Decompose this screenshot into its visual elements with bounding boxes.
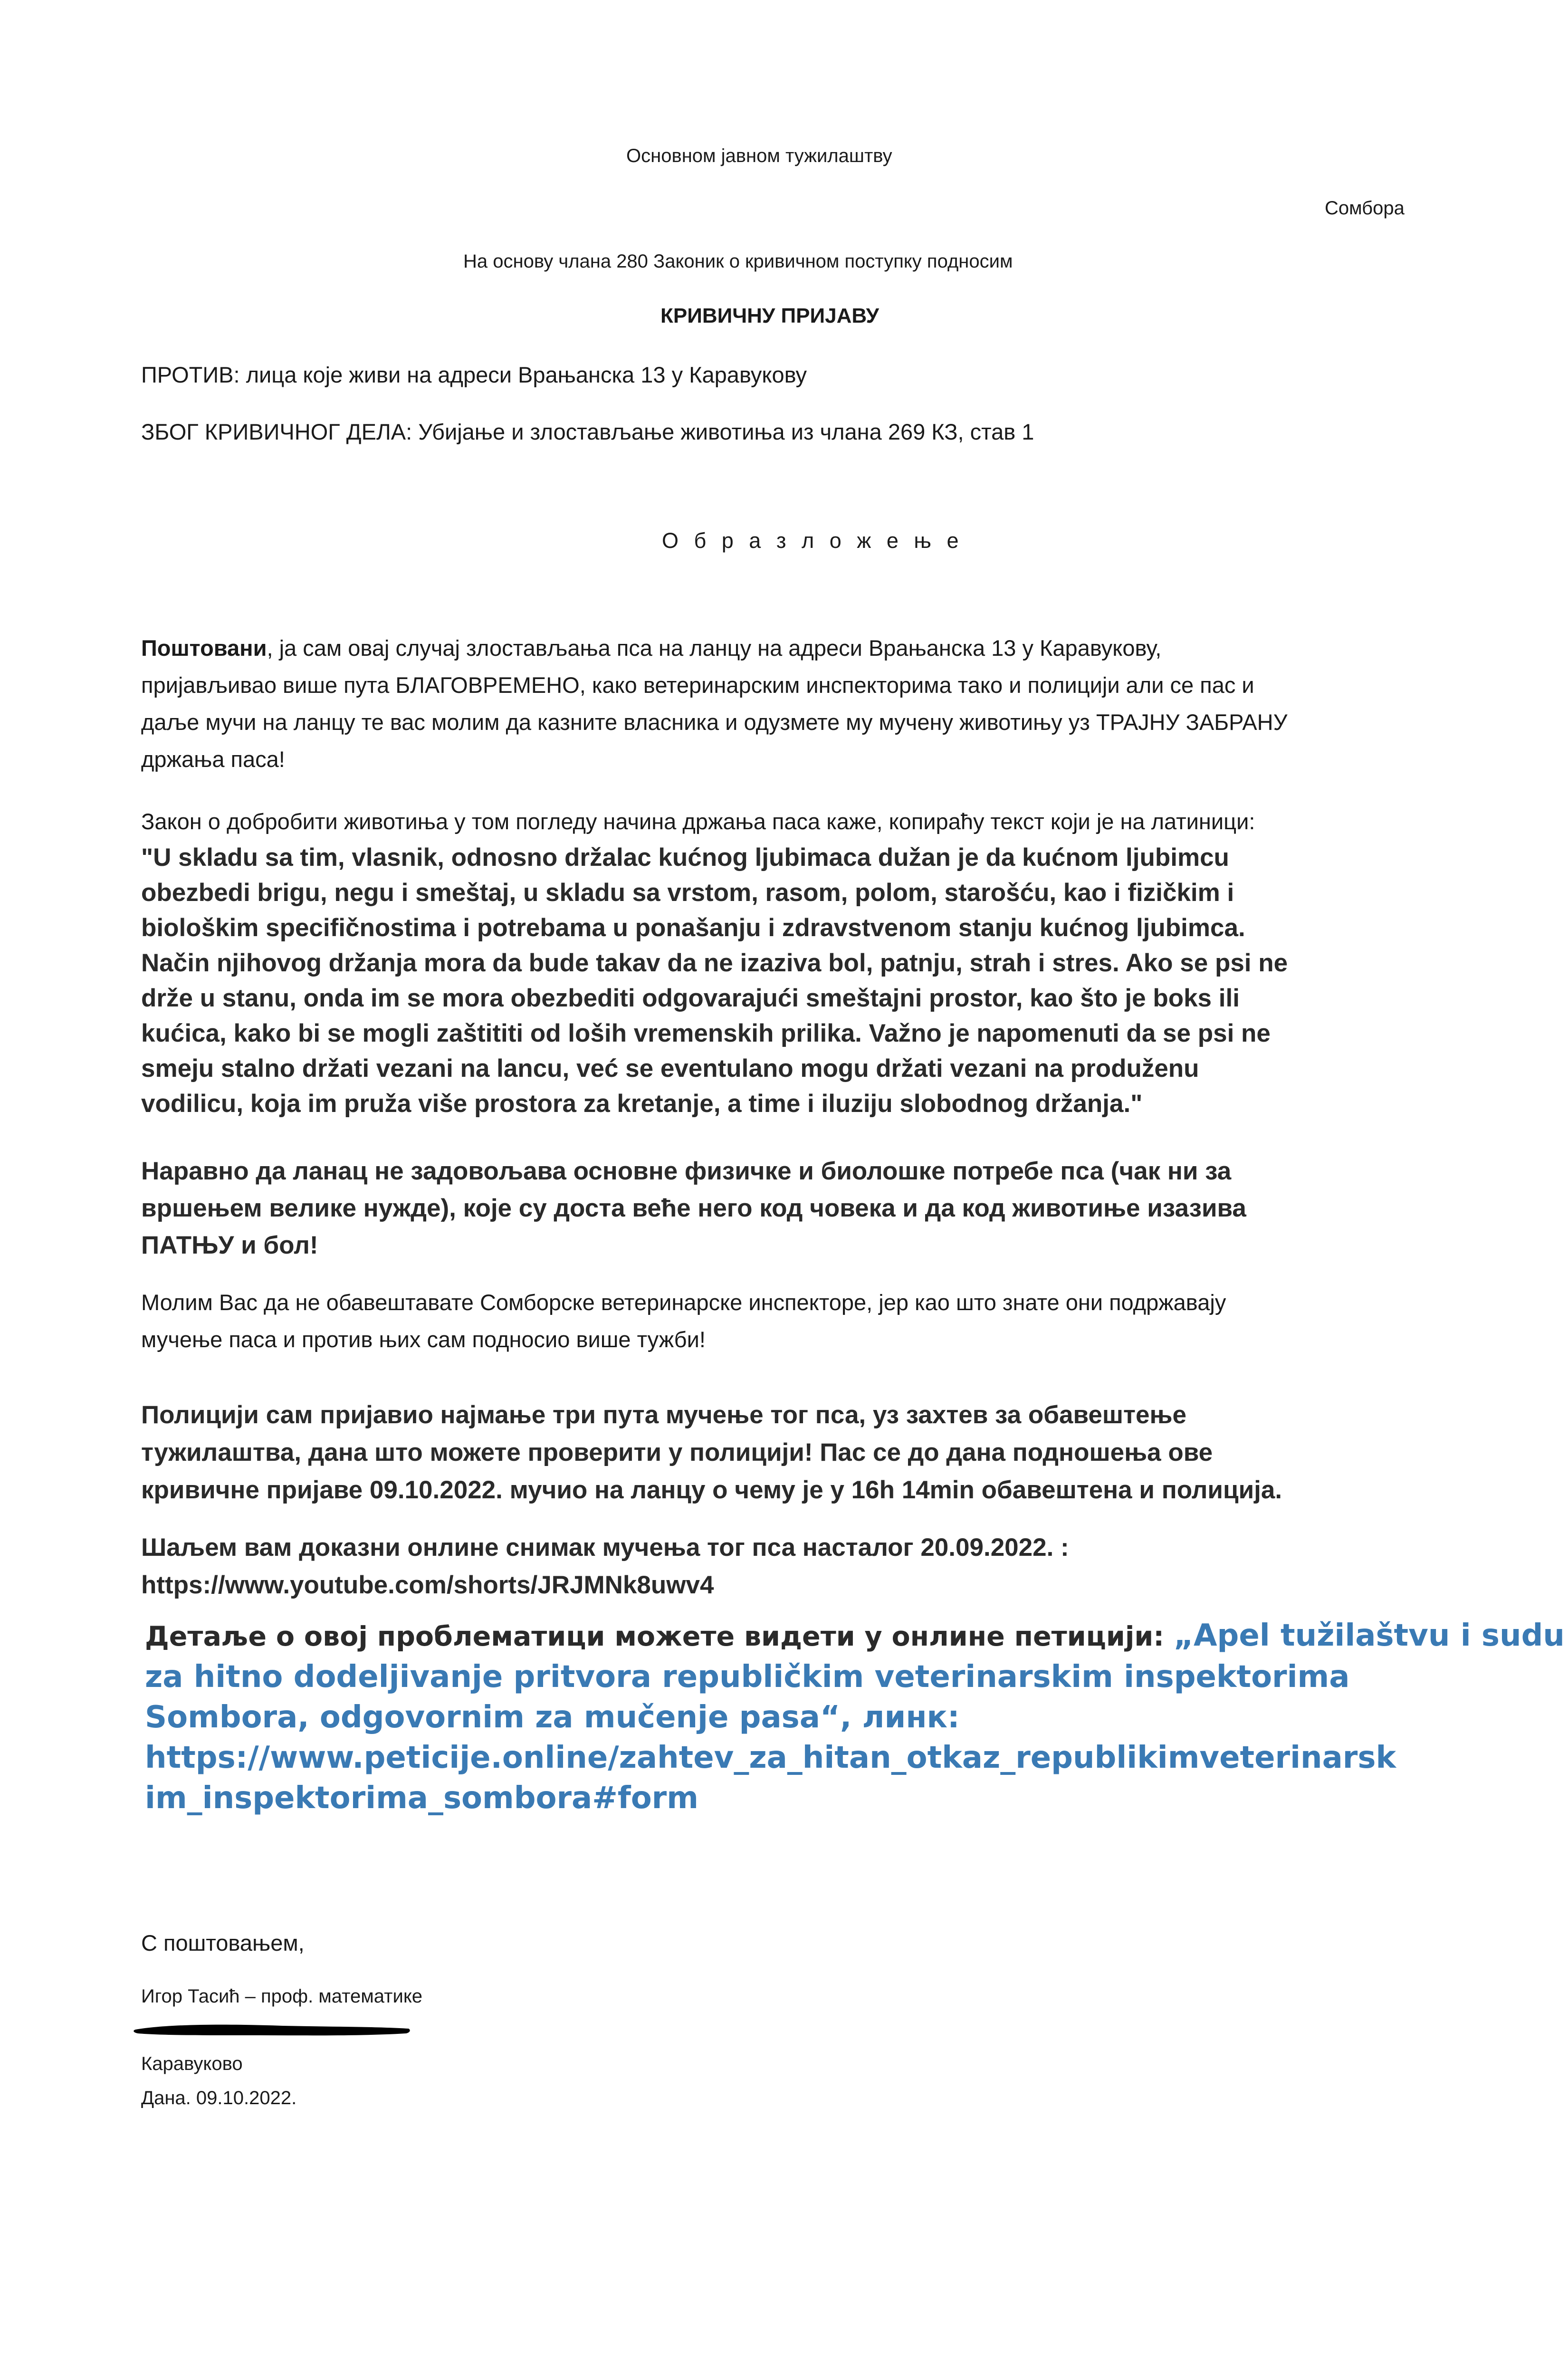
- inspectors-line: мучење паса и против њих сам подносио више тужби!: [141, 1327, 706, 1352]
- video-link[interactable]: https://www.youtube.com/shorts/JRJMNk8uwv4: [141, 1571, 714, 1599]
- paragraph-police: [141, 1396, 1282, 1509]
- redaction-mark: [131, 2017, 416, 2041]
- police-line: тужилаштва, дана што можете проверити у полицији! Пас се до дана подношења ове: [141, 1438, 1213, 1466]
- complaint-line: пријављивао више пута БЛАГОВРЕМЕНО, како ветеринарским инспекторима тако и полицији али се пас и: [141, 672, 1254, 698]
- paragraph-chain-harm: [141, 1153, 1246, 1264]
- complaint-line: даље мучи на ланцу те вас молим да казните власника и одузмете му мучену животињу уз ТРАЈНУ ЗАБРАНУ: [141, 709, 1288, 735]
- police-line: кривичне пријаве 09.10.2022. мучио на ланцу о чему је у 16h 14min обавештена и полиција.: [141, 1476, 1282, 1504]
- quote-line: drže u stanu, onda im se mora obezbediti odgovarajući smeštajni prostor, kao što je boks ili: [141, 984, 1240, 1012]
- petition-link[interactable]: https://www.peticije.online/zahtev_za_hitan_otkaz_republikimveterinarsk: [145, 1740, 1396, 1775]
- paragraph-video: [141, 1529, 1069, 1604]
- inspectors-line: Молим Вас да не обавештавате Сомборске ветеринарске инспекторе, јер као што знате они подржавају: [141, 1290, 1226, 1315]
- harm-line: ПАТЊУ и бол!: [141, 1231, 318, 1259]
- against-line: ПРОТИВ: лица које живи на адреси Врањанска 13 у Каравукову: [141, 362, 807, 387]
- petition-prefix: Детаље о овој проблематици можете видети у онлине петицији:: [145, 1621, 1174, 1652]
- quote-line: obezbedi brigu, negu i smeštaj, u skladu sa vrstom, rasom, polom, starošću, kao i fizičkim i: [141, 879, 1234, 907]
- offense-line: ЗБОГ КРИВИЧНОГ ДЕЛА: Убијање и злостављање животиња из члана 269 КЗ, став 1: [141, 419, 1034, 444]
- legal-basis: На основу члана 280 Законик о кривичном поступку подносим: [463, 251, 1013, 272]
- complaint-line: , ја сам овај случај злостављања пса на ланцу на адреси Врањанска 13 у Каравукову,: [267, 635, 1162, 661]
- addressee: Основном јавном тужилаштву: [626, 145, 892, 166]
- quote-line: "U skladu sa tim, vlasnik, odnosno držalac kućnog ljubimaca dužan je da kućnom ljubimcu: [141, 843, 1229, 872]
- complaint-line: држања паса!: [141, 747, 285, 772]
- place: Каравуково: [141, 2053, 243, 2074]
- document-title: КРИВИЧНУ ПРИЈАВУ: [660, 304, 879, 327]
- quote-line: smeju stalno držati vezani na lancu, već se eventulano mogu držati vezani na produženu: [141, 1054, 1199, 1083]
- quote-line: biološkim specifičnostima i potrebama u ponašanju i zdravstvenom stanju kućnog ljubimca.: [141, 914, 1245, 942]
- quote-line: vodilicu, koja im pruža više prostora za kretanje, a time i iluziju slobodnog držanja.": [141, 1090, 1143, 1118]
- quote-line: kućica, kako bi se mogli zaštititi od loših vremenskih prilika. Važno je napomenuti da se psi ne: [141, 1019, 1271, 1047]
- quote-line: Način njihovog držanja mora da bude takav da ne izaziva bol, patnju, strah i stres. Ako se psi ne: [141, 949, 1288, 977]
- signer-name: Игор Тасић – проф. математике: [141, 1986, 423, 2007]
- petition-link[interactable]: im_inspektorima_sombora#form: [145, 1781, 698, 1816]
- closing-salutation: С поштовањем,: [141, 1930, 305, 1955]
- reasoning-title: О б р а з л о ж е њ е: [662, 528, 964, 553]
- paragraph-inspectors: [141, 1289, 1226, 1363]
- harm-line: Наравно да ланац не задовољава основне физичке и биолошке потребе пса (чак ни за: [141, 1157, 1232, 1185]
- paragraph-complaint: [141, 634, 1443, 783]
- law-quote: [141, 840, 1288, 1121]
- petition-title: „Apel tužilaštvu i sudu: [1173, 1618, 1565, 1653]
- law-intro: Закон о добробити животиња у том погледу начина држања паса каже, копираћу текст који је на латиници:: [141, 809, 1255, 834]
- paragraph-petition: [145, 1616, 1565, 1819]
- police-line: Полицији сам пријавио најмање три пута мучење тог пса, уз захтев за обавештење: [141, 1401, 1186, 1429]
- addressee-city: Сомбора: [1325, 198, 1405, 219]
- petition-title-line: za hitno dodeljivanje pritvora republičkim veterinarskim inspektorima: [145, 1659, 1350, 1695]
- date: Дана. 09.10.2022.: [141, 2088, 297, 2108]
- video-line: Шаљем вам доказни онлине снимак мучења тог пса насталог 20.09.2022. :: [141, 1533, 1069, 1562]
- petition-title-line: Sombora, odgovornim za mučenje pasa“, линк:: [145, 1700, 960, 1735]
- greeting: Поштовани: [141, 635, 267, 661]
- harm-line: вршењем велике нужде), које су доста веће него код човека и да код животиње изазива: [141, 1194, 1246, 1222]
